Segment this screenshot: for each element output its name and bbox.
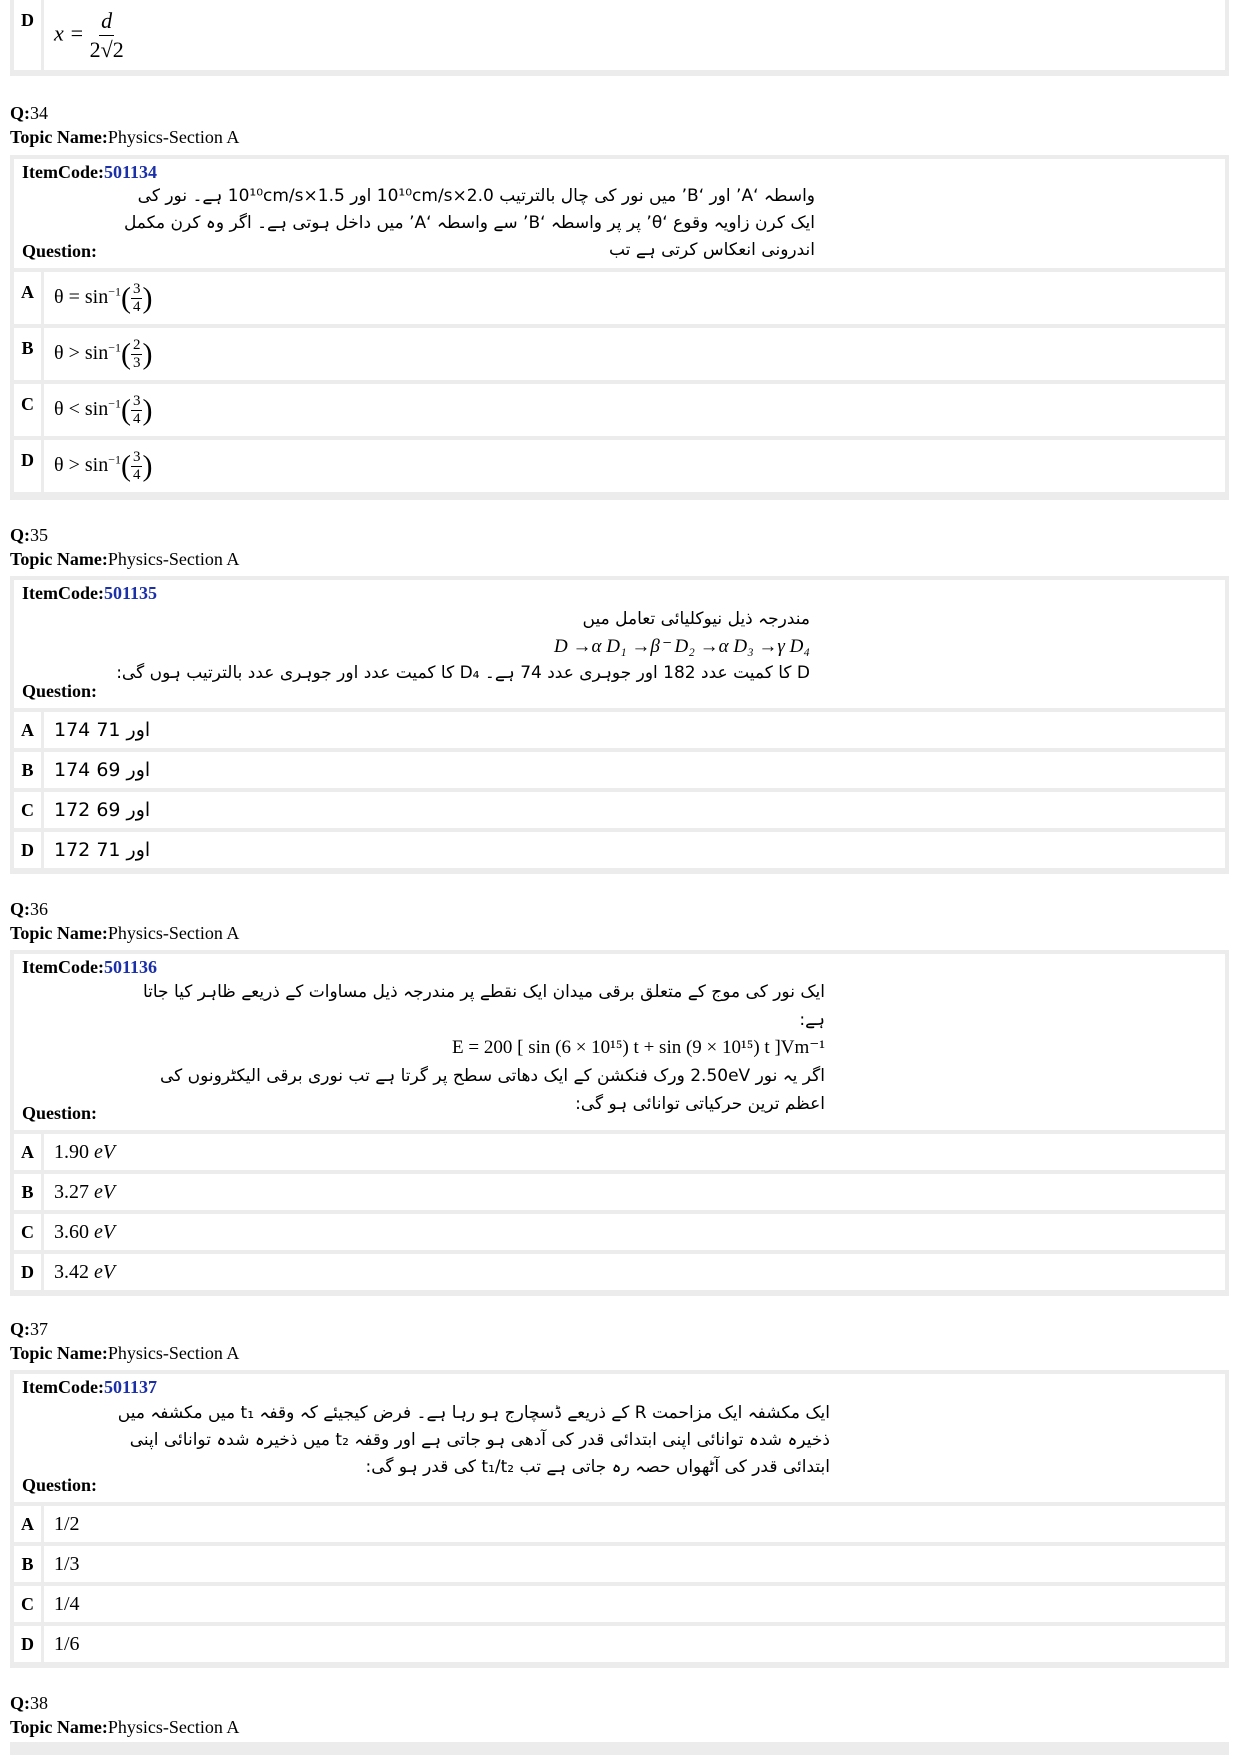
option-row[interactable] (14, 1174, 1225, 1210)
question-text: ایک مکشفہ ایک مزاحمت R کے ذریعے ڈسچارج ہو رہا ہے۔ فرض کیجیئے کہ وقفہ t₁ میں مکشفہ میں ذخیرہ شدہ توانائی اپنی ابتدائی قدر کی آدھی ہو جاتی ہے اور وقفہ t₂ میں ذخیرہ شدہ توانائی اپنی ابتدائی قدر کی آٹھواں حصہ رہ جاتی ہے تب t₁/t₂ کی قدر ہو گی: (117, 1403, 830, 1477)
option-text: 1.90 eV (54, 1140, 116, 1163)
option-letter: A (14, 1134, 44, 1170)
option-formula: $\theta > \sin^{-1}$( $\frac{2}{3}$ ) (54, 336, 153, 371)
question-text: ایک نور کی موج کے متعلق برقی میدان ایک نقطے پر مندرجہ ذیل مساوات کے ذریعے ظاہر کیا جاتا ہے: E = 200 [ sin (6 × 10¹⁵) t + sin (9 × 10¹⁵) t ]Vm⁻¹ اگر یہ نور 2.50eV ورک فنکشن کے ایک دھاتی سطح پر گرتا ہے تب نوری برقی الیکٹرونوں کی اعظم ترین حرکیاتی توانائی ہو گی: (142, 982, 825, 1114)
item-code: ItemCode:501136 (22, 957, 157, 977)
option-letter: A (14, 712, 44, 748)
question-card (10, 950, 1229, 1296)
option-text: 174 اور 69 (54, 759, 151, 781)
option-row[interactable] (14, 1214, 1225, 1250)
option-text: 3.27 eV (54, 1180, 116, 1203)
option-text: 3.42 eV (54, 1260, 116, 1283)
option-letter: D (14, 0, 44, 70)
option-formula: $\theta > \sin^{-1}$( $\frac{3}{4}$ ) (54, 448, 153, 483)
option-letter: D (14, 440, 44, 492)
option-row[interactable] (14, 1254, 1225, 1290)
topic-name: Topic Name:Physics-Section A (10, 1343, 240, 1363)
prev-question-tail (10, 0, 1229, 76)
option-letter: B (14, 752, 44, 788)
option-text: 172 اور 69 (54, 799, 151, 821)
question-number: Q:34 (10, 103, 48, 123)
question-block (14, 159, 1225, 268)
option-row[interactable] (14, 384, 1225, 436)
option-text: 3.60 eV (54, 1220, 116, 1243)
option-text: 1/2 (54, 1512, 80, 1535)
option-row[interactable] (14, 1586, 1225, 1622)
item-code: ItemCode:501137 (22, 1377, 157, 1397)
option-row[interactable] (14, 328, 1225, 380)
question-label: Question: (22, 1103, 98, 1123)
question-text: واسطہ ‘A’ اور ‘B’ میں نور کی چال بالترتیب 2.0×10¹⁰cm/s اور 1.5×10¹⁰cm/s ہے۔ نور کی ایک کرن زاویہ وقوع ‘θ’ پر پر واسطہ ‘B’ سے واسطہ ‘A’ میں داخل ہوتی ہے۔ اگر وہ کرن مکمل اندرونی انعکاس کرتی ہے تب (123, 186, 815, 260)
question-label: Question: (22, 241, 98, 261)
option-letter: A (14, 272, 44, 324)
topic-name: Topic Name:Physics-Section A (10, 923, 240, 943)
option-row[interactable] (14, 440, 1225, 492)
question-block (14, 954, 1225, 1130)
question-number: Q:36 (10, 899, 48, 919)
option-letter: B (14, 1174, 44, 1210)
option-row[interactable] (14, 0, 1225, 70)
topic-name: Topic Name:Physics-Section A (10, 127, 240, 147)
option-row[interactable] (14, 1626, 1225, 1662)
item-code: ItemCode:501135 (22, 583, 157, 603)
fraction-denominator: 2√2 (89, 36, 124, 62)
option-letter: D (14, 1254, 44, 1290)
option-letter: A (14, 1506, 44, 1542)
option-letter: C (14, 384, 44, 436)
question-number: Q:35 (10, 525, 48, 545)
option-letter: B (14, 328, 44, 380)
option-letter: D (14, 1626, 44, 1662)
option-row[interactable] (14, 792, 1225, 828)
topic-name: Topic Name:Physics-Section A (10, 549, 240, 569)
option-formula: $\theta < \sin^{-1}$( $\frac{3}{4}$ ) (54, 392, 153, 427)
option-letter: C (14, 1214, 44, 1250)
question-card (10, 1370, 1229, 1668)
question-number: Q:37 (10, 1319, 48, 1339)
option-row[interactable] (14, 752, 1225, 788)
option-letter: D (14, 832, 44, 868)
question-card (10, 576, 1229, 874)
option-lhs: x = (54, 20, 85, 46)
option-row[interactable] (14, 1134, 1225, 1170)
question-label: Question: (22, 681, 98, 701)
option-text: 172 اور 71 (54, 839, 151, 861)
question-number: Q:38 (10, 1693, 48, 1713)
fraction-numerator: d (99, 7, 114, 36)
option-row[interactable] (14, 712, 1225, 748)
question-label: Question: (22, 1475, 98, 1495)
next-card-edge (10, 1742, 1229, 1755)
option-row[interactable] (14, 1506, 1225, 1542)
topic-name: Topic Name:Physics-Section A (10, 1717, 240, 1737)
question-block (14, 580, 1225, 708)
option-text: 1/6 (54, 1632, 80, 1655)
option-formula (44, 7, 124, 64)
item-code: ItemCode:501134 (22, 162, 157, 182)
question-card (10, 155, 1229, 500)
option-letter: B (14, 1546, 44, 1582)
option-row[interactable] (14, 272, 1225, 324)
question-block (14, 1374, 1225, 1502)
option-formula: $\theta = \sin^{-1}$( $\frac{3}{4}$ ) (54, 280, 153, 315)
option-text: 174 اور 71 (54, 719, 151, 741)
option-letter: C (14, 1586, 44, 1622)
option-text: 1/4 (54, 1592, 80, 1615)
option-letter: C (14, 792, 44, 828)
question-text: مندرجہ ذیل نیوکلیائی تعامل میں D →α D₁ →β⁻ D₂ →α D₃ →γ D₄ D کا کمیت عدد 182 اور جوہری عدد 74 ہے۔ D₄ کا کمیت عدد اور جوہری عدد بالترتیب ہوں گی: (116, 609, 810, 683)
option-row[interactable] (14, 832, 1225, 868)
option-row[interactable] (14, 1546, 1225, 1582)
option-text: 1/3 (54, 1552, 80, 1575)
